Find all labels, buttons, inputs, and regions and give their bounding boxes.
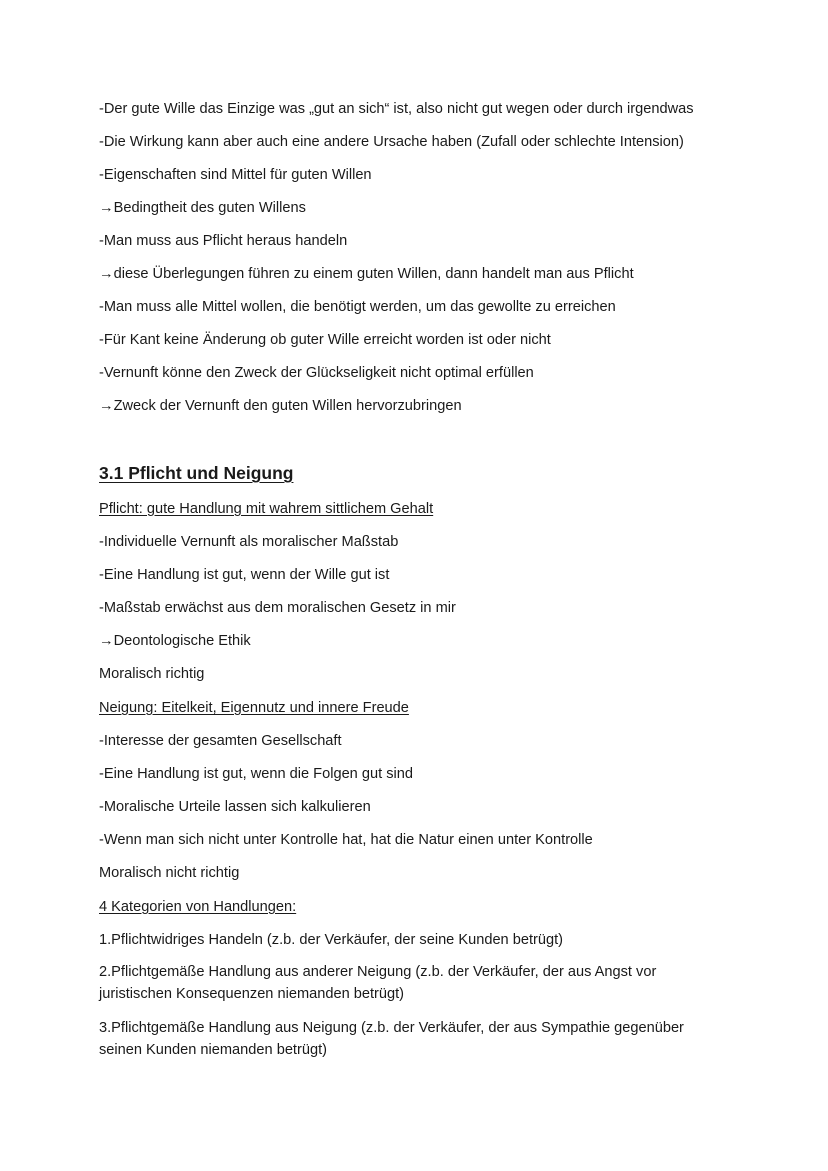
intro-line: -Eigenschaften sind Mittel für guten Willen	[99, 167, 372, 183]
intro-line: -Die Wirkung kann aber auch eine andere Ursache haben (Zufall oder schlechte Intension)	[99, 134, 684, 150]
pflicht-item: →Deontologische Ethik	[99, 633, 251, 649]
intro-line: -Der gute Wille das Einzige was „gut an sich“ ist, also nicht gut wegen oder durch irgendwas	[99, 101, 694, 117]
intro-line: →Zweck der Vernunft den guten Willen hervorzubringen	[99, 398, 462, 414]
pflicht-item: Moralisch richtig	[99, 666, 205, 682]
neigung-item: -Interesse der gesamten Gesellschaft	[99, 733, 342, 749]
neigung-item: -Moralische Urteile lassen sich kalkulieren	[99, 799, 371, 815]
neigung-item: -Eine Handlung ist gut, wenn die Folgen gut sind	[99, 766, 413, 782]
neigung-item: -Wenn man sich nicht unter Kontrolle hat, hat die Natur einen unter Kontrolle	[99, 832, 593, 848]
neigung-title: Neigung: Eitelkeit, Eigennutz und innere Freude	[99, 700, 409, 716]
kategorie-item: 3.Pflichtgemäße Handlung aus Neigung (z.b. der Verkäufer, der aus Sympathie gegenüber seinen Kunden niemanden betrügt)	[99, 1020, 684, 1058]
pflicht-item: -Eine Handlung ist gut, wenn der Wille gut ist	[99, 567, 390, 583]
intro-line: →Bedingtheit des guten Willens	[99, 200, 306, 216]
intro-line: -Vernunft könne den Zweck der Glückseligkeit nicht optimal erfüllen	[99, 365, 534, 381]
kategorie-item: 2.Pflichtgemäße Handlung aus anderer Neigung (z.b. der Verkäufer, der aus Angst vor juristischen Konsequenzen niemanden betrügt)	[99, 964, 657, 1002]
intro-line: →diese Überlegungen führen zu einem guten Willen, dann handelt man aus Pflicht	[99, 266, 634, 282]
intro-line: -Man muss alle Mittel wollen, die benötigt werden, um das gewollte zu erreichen	[99, 299, 616, 315]
pflicht-item: -Maßstab erwächst aus dem moralischen Gesetz in mir	[99, 600, 456, 616]
pflicht-title: Pflicht: gute Handlung mit wahrem sittlichem Gehalt	[99, 501, 434, 517]
intro-line: -Man muss aus Pflicht heraus handeln	[99, 233, 348, 249]
intro-line: -Für Kant keine Änderung ob guter Wille erreicht worden ist oder nicht	[99, 332, 551, 348]
pflicht-item: -Individuelle Vernunft als moralischer Maßstab	[99, 534, 399, 550]
kategorien-title: 4 Kategorien von Handlungen:	[99, 899, 297, 915]
neigung-item: Moralisch nicht richtig	[99, 865, 240, 881]
section-heading: 3.1 Pflicht und Neigung	[99, 463, 294, 483]
kategorie-item: 1.Pflichtwidriges Handeln (z.b. der Verkäufer, der seine Kunden betrügt)	[99, 932, 564, 948]
